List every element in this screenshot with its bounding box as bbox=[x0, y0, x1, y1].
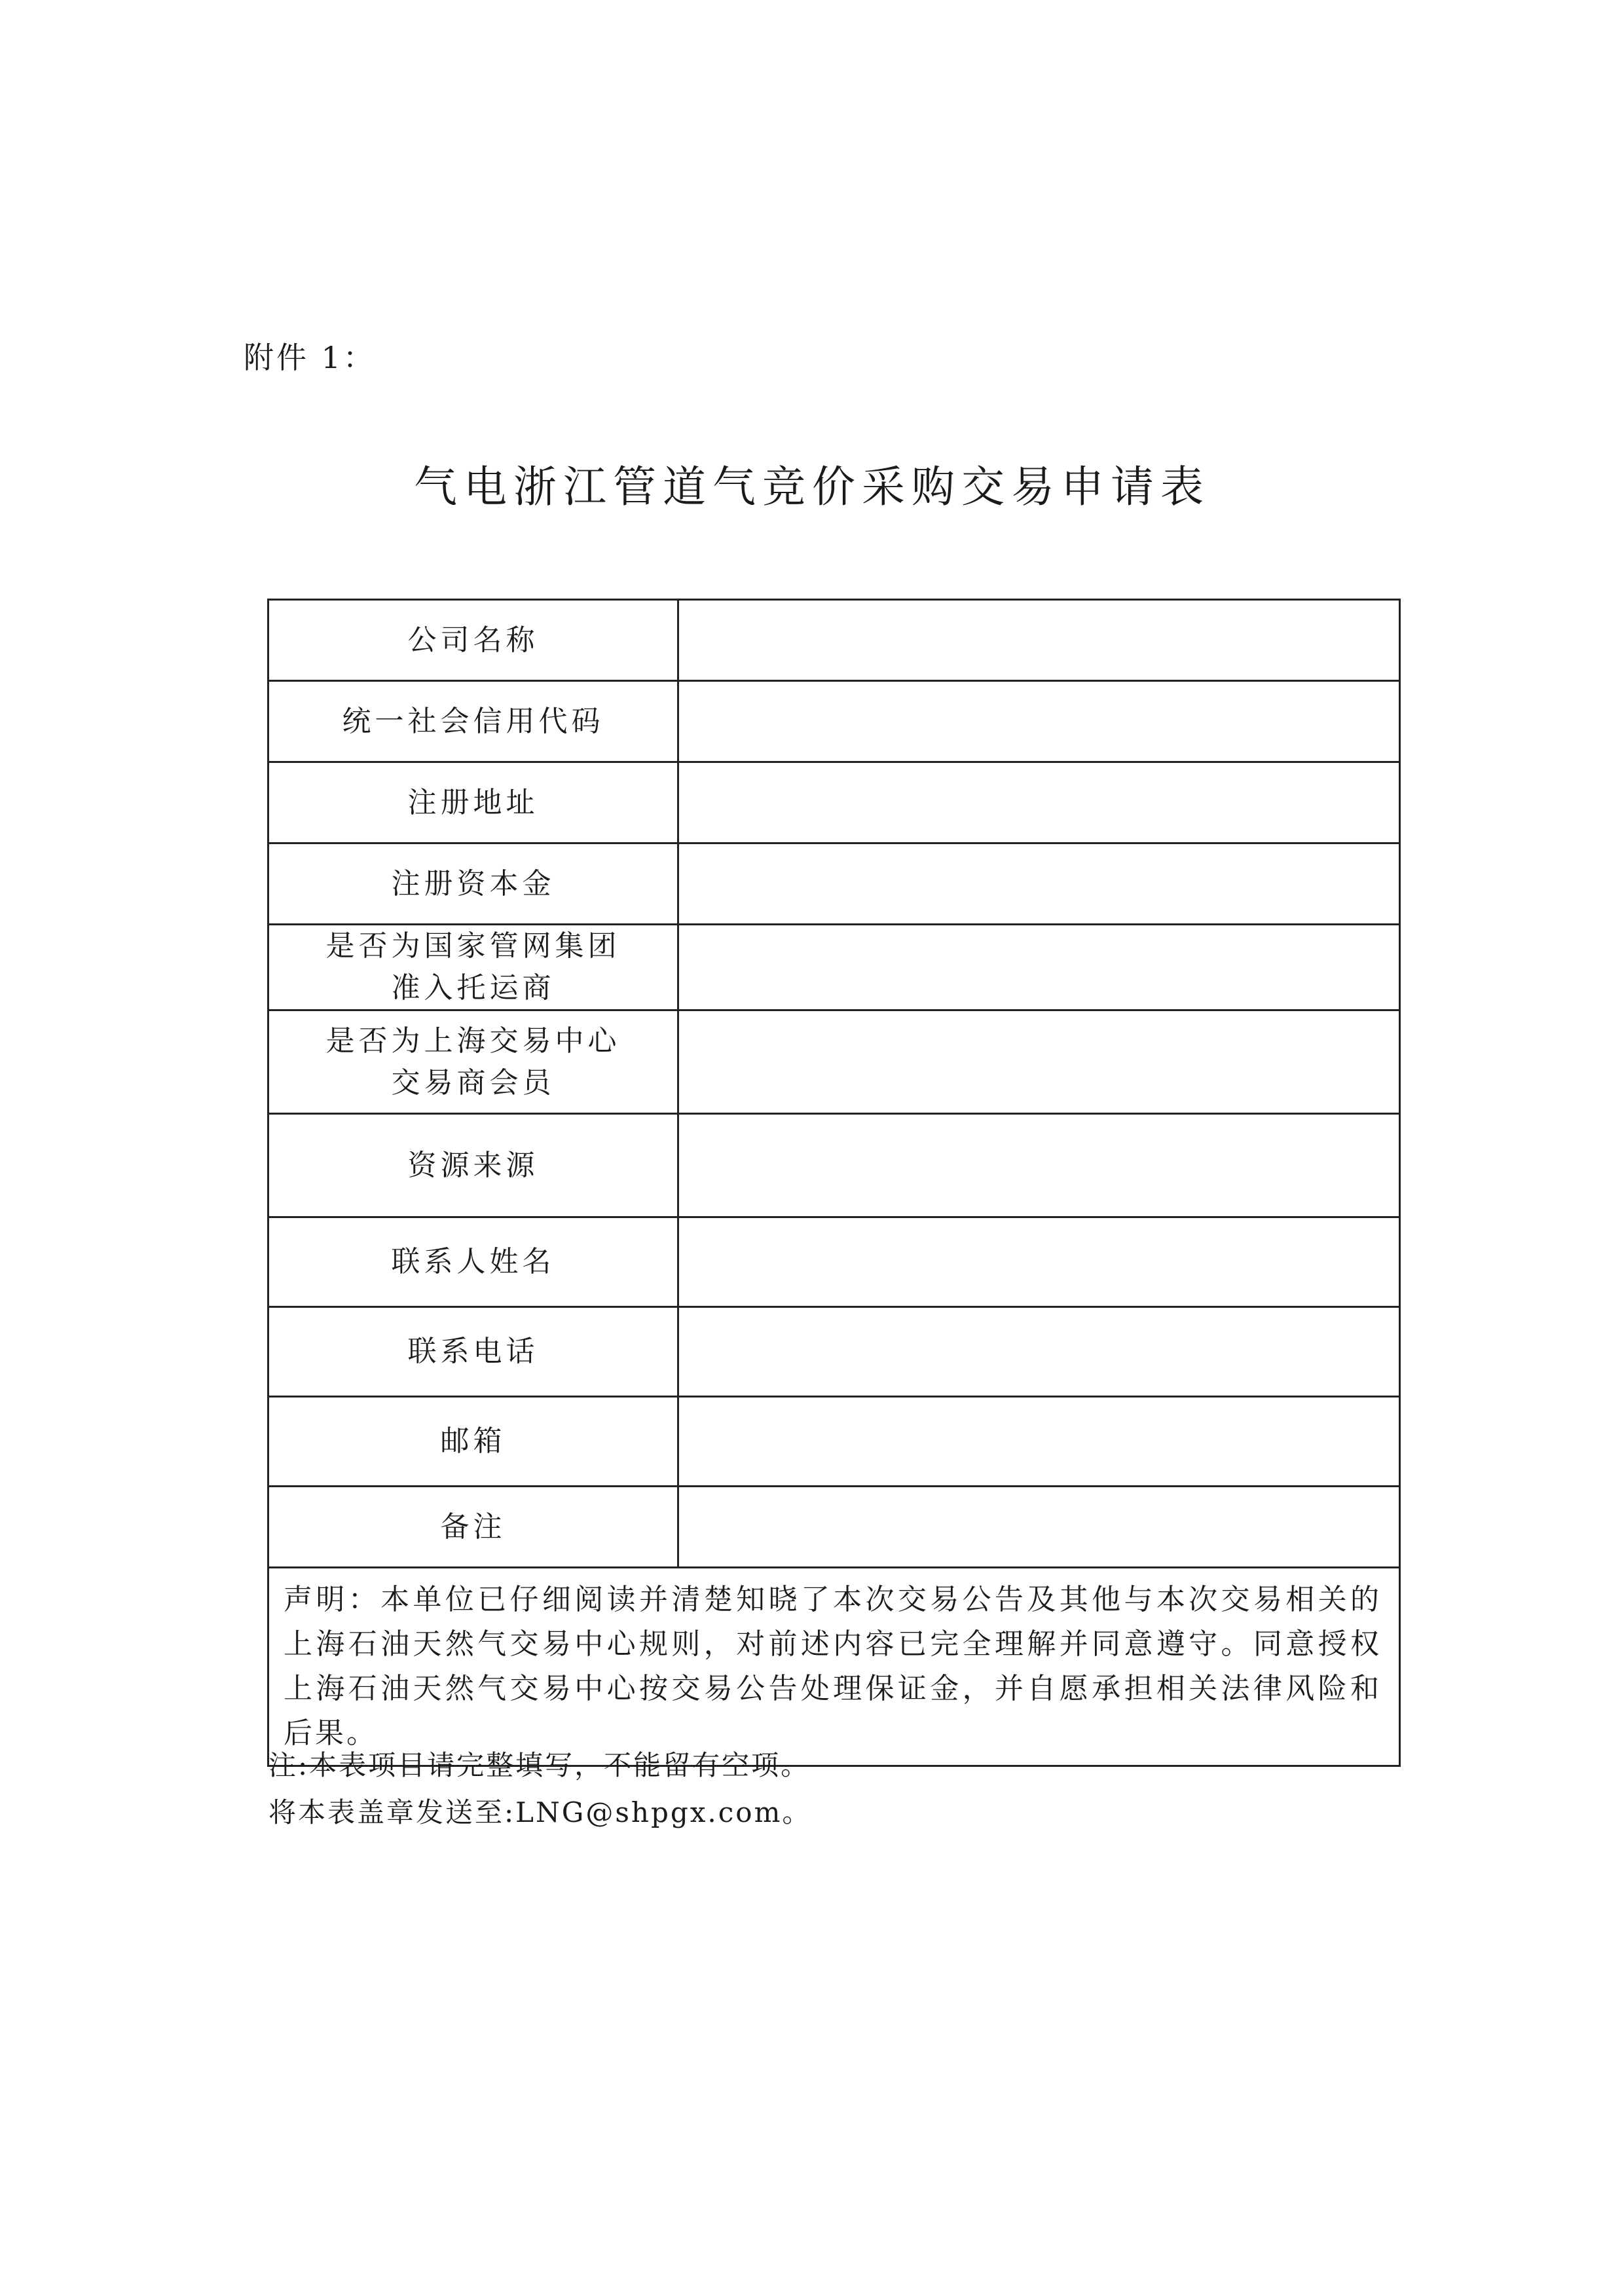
label-resource-source: 资源来源 bbox=[268, 1114, 678, 1217]
label-email: 邮箱 bbox=[268, 1397, 678, 1487]
field-registered-capital[interactable] bbox=[678, 843, 1400, 925]
field-contact-name[interactable] bbox=[678, 1217, 1400, 1307]
form-row-contact-phone bbox=[268, 1307, 1400, 1397]
field-credit-code[interactable] bbox=[678, 681, 1400, 762]
form-row-remarks bbox=[268, 1487, 1400, 1568]
label-exchange-member bbox=[268, 1010, 678, 1114]
form-row-email bbox=[268, 1397, 1400, 1487]
label-exchange-member-line1: 是否为上海交易中心 bbox=[325, 1024, 621, 1058]
field-email[interactable] bbox=[678, 1397, 1400, 1487]
field-company-name[interactable] bbox=[678, 600, 1400, 681]
declaration-text: 声明：本单位已仔细阅读并清楚知晓了本次交易公告及其他与本次交易相关的上海石油天然气交易中心规则，对前述内容已完全理解并同意遵守。同意授权上海石油天然气交易中心按交易公告处理保证金，并自愿承担相关法律风险和后果。 bbox=[268, 1568, 1400, 1766]
note-complete-all-fields: 注:本表项目请完整填写，不能留有空项。 bbox=[268, 1749, 811, 1781]
label-credit-code: 统一社会信用代码 bbox=[268, 681, 678, 762]
label-contact-phone: 联系电话 bbox=[268, 1307, 678, 1397]
label-registered-capital: 注册资本金 bbox=[268, 843, 678, 925]
form-row-declaration bbox=[268, 1568, 1400, 1766]
field-contact-phone[interactable] bbox=[678, 1307, 1400, 1397]
form-row-registered-address bbox=[268, 762, 1400, 843]
label-registered-address: 注册地址 bbox=[268, 762, 678, 843]
form-row-exchange-member bbox=[268, 1010, 1400, 1114]
label-remarks: 备注 bbox=[268, 1487, 678, 1568]
note-submit-email: 将本表盖章发送至:LNG@shpgx.com。 bbox=[268, 1796, 812, 1828]
attachment-label: 附件 1： bbox=[244, 340, 376, 375]
form-row-credit-code bbox=[268, 681, 1400, 762]
label-company-name: 公司名称 bbox=[268, 600, 678, 681]
form-row-resource-source bbox=[268, 1114, 1400, 1217]
form-row-company-name bbox=[268, 600, 1400, 681]
label-exchange-member-line2: 交易商会员 bbox=[391, 1065, 555, 1100]
form-row-contact-name bbox=[268, 1217, 1400, 1307]
document-title: 气电浙江管道气竞价采购交易申请表 bbox=[414, 462, 1210, 512]
form-row-registered-capital bbox=[268, 843, 1400, 925]
label-pipe-shipper-line2: 准入托运商 bbox=[391, 971, 555, 1005]
field-exchange-member[interactable] bbox=[678, 1010, 1400, 1114]
label-pipe-shipper bbox=[268, 925, 678, 1010]
form-row-pipe-shipper bbox=[268, 925, 1400, 1010]
field-pipe-shipper[interactable] bbox=[678, 925, 1400, 1010]
label-pipe-shipper-line1: 是否为国家管网集团 bbox=[325, 929, 621, 963]
label-contact-name: 联系人姓名 bbox=[268, 1217, 678, 1307]
field-resource-source[interactable] bbox=[678, 1114, 1400, 1217]
application-form-table bbox=[267, 599, 1401, 1767]
field-registered-address[interactable] bbox=[678, 762, 1400, 843]
field-remarks[interactable] bbox=[678, 1487, 1400, 1568]
